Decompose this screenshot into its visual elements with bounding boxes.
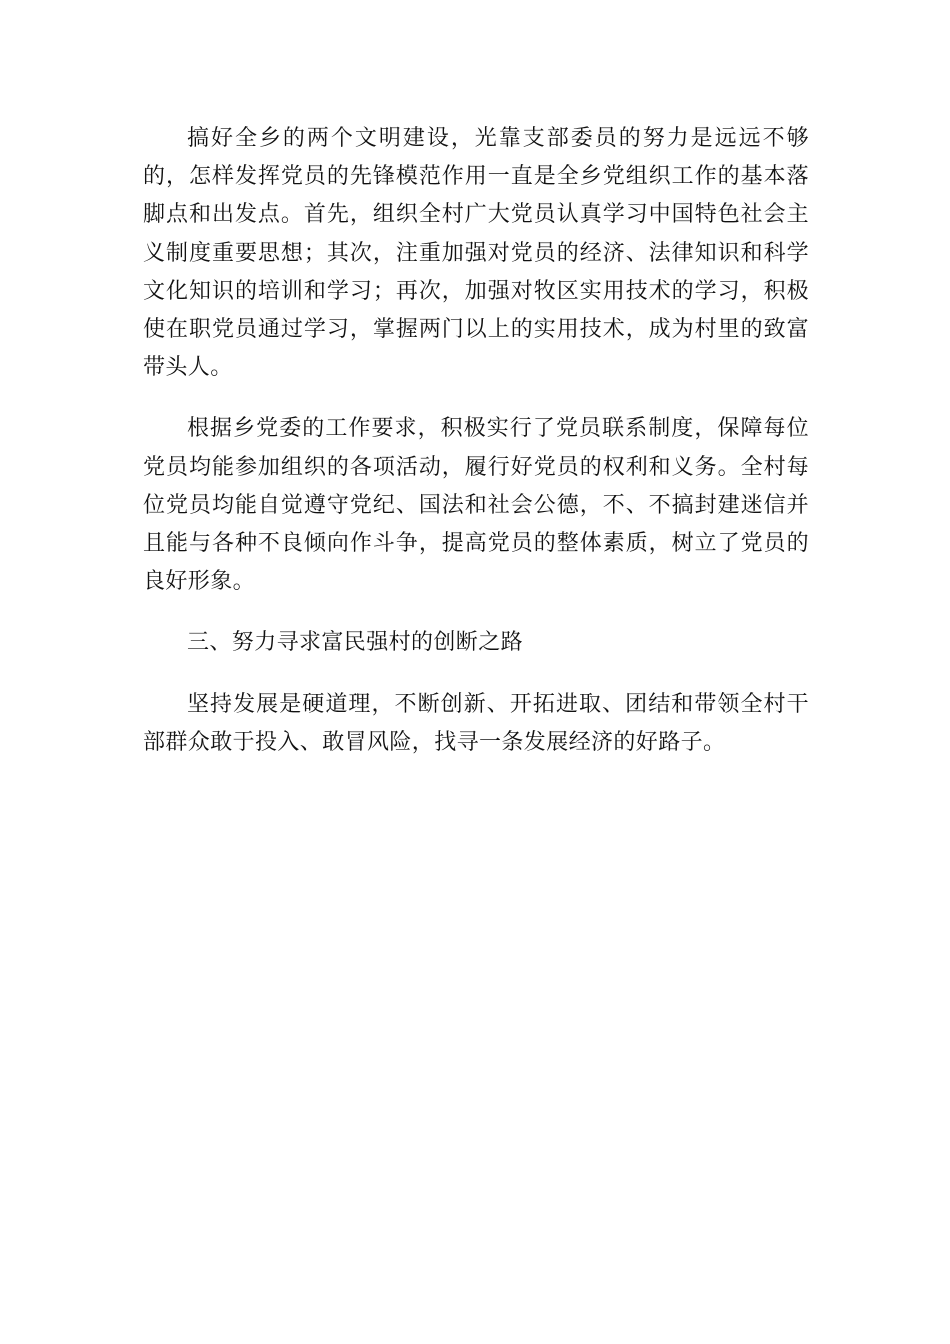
section-heading-three: 三、努力寻求富民强村的创断之路 [187,630,524,656]
paragraph-party-member-role: 搞好全乡的两个文明建设，光靠支部委员的努力是远远不够的，怎样发挥党员的先锋模范作用一直是全乡党组织工作的基本落脚点和出发点。首先，组织全村广大党员认真学习中国特色社会主义制度重要思想；其次，注重加强对党员的经济、法律知识和科学文化知识的培训和学习；再次，加强对牧区实用技术的学习，积极使在职党员通过学习，掌握两门以上的实用技术，成为村里的致富带头人。 [143,126,809,381]
document-body [143,120,809,762]
paragraph-development: 坚持发展是硬道理，不断创新、开拓进取、团结和带领全村干部群众敢于投入、敢冒风险，找寻一条发展经济的好路子。 [143,691,809,755]
paragraph-member-contact-system: 根据乡党委的工作要求，积极实行了党员联系制度，保障每位党员均能参加组织的各项活动，履行好党员的权利和义务。全村每位党员均能自觉遵守党纪、国法和社会公德，不、不搞封建迷信并且能与各种不良倾向作斗争，提高党员的整体素质，树立了党员的良好形象。 [143,416,809,595]
